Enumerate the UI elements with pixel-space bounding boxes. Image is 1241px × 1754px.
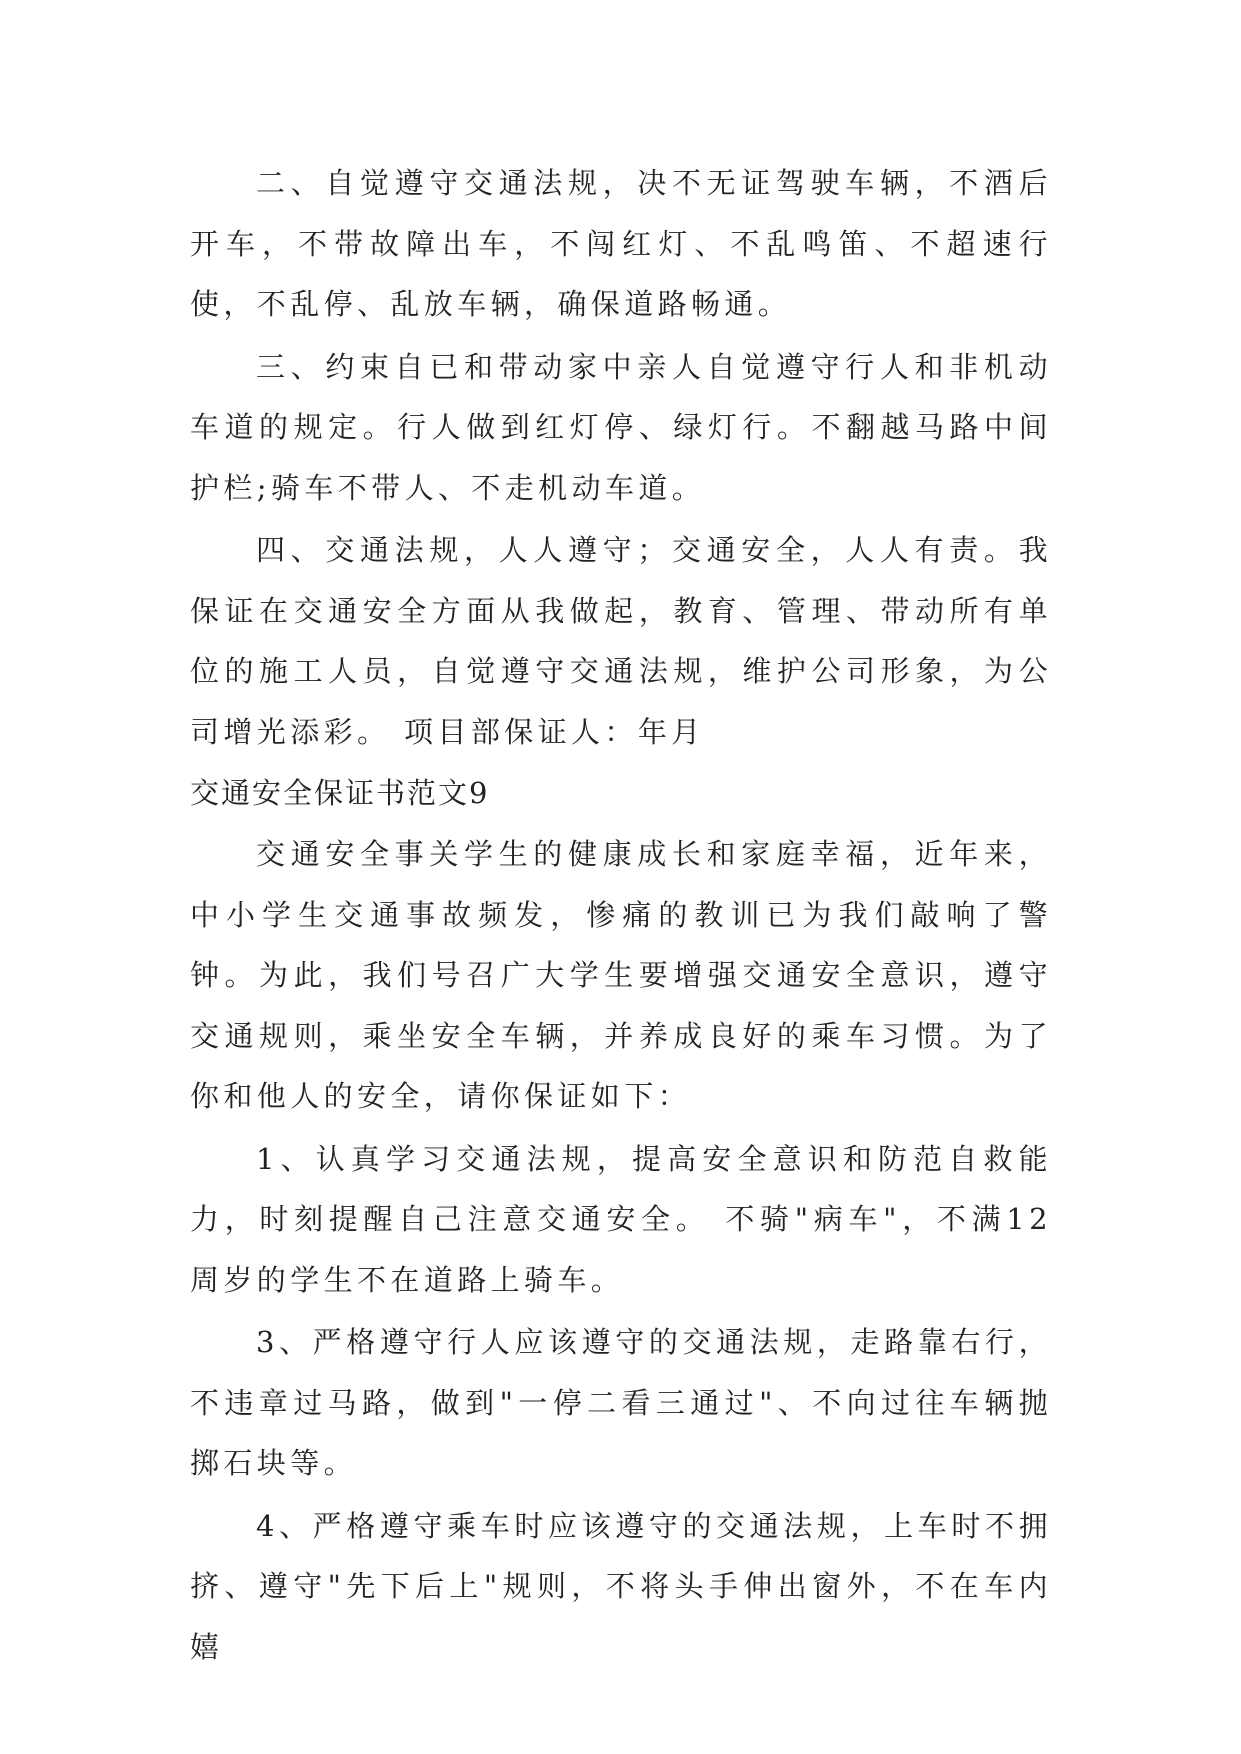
paragraph-intro: 交通安全事关学生的健康成长和家庭幸福，近年来，中小学生交通事故频发，惨痛的教训已为我们敲响了警钟。为此，我们号召广大学生要增强交通安全意识，遵守交通规则，乘坐安全车辆，并养成良好的乘车习惯。为了你和他人的安全，请你保证如下：: [190, 837, 1052, 1113]
paragraph-rule-4: 四、交通法规，人人遵守；交通安全，人人有责。我保证在交通安全方面从我做起，教育、管理、带动所有单位的施工人员，自觉遵守交通法规，维护公司形象，为公司增光添彩。 项目部保证人：年月: [190, 533, 1052, 749]
document-body: [190, 153, 1052, 1679]
paragraph-rule-3: 三、约束自已和带动家中亲人自觉遵守行人和非机动车道的规定。行人做到红灯停、绿灯行。不翻越马路中间护栏;骑车不带人、不走机动车道。: [190, 349, 1052, 505]
paragraph-item-4: 4、严格遵守乘车时应该遵守的交通法规，上车时不拥挤、遵守"先下后上"规则，不将头手伸出窗外，不在车内嬉: [190, 1508, 1052, 1664]
section-heading: 交通安全保证书范文9: [190, 776, 490, 810]
paragraph-rule-2: 二、自觉遵守交通法规，决不无证驾驶车辆，不酒后开车，不带故障出车，不闯红灯、不乱鸣笛、不超速行使，不乱停、乱放车辆，确保道路畅通。: [190, 166, 1052, 321]
paragraph-item-3: 3、严格遵守行人应该遵守的交通法规，走路靠右行，不违章过马路，做到"一停二看三通过"、不向过往车辆抛掷石块等。: [190, 1325, 1052, 1480]
paragraph-item-1: 1、认真学习交通法规，提高安全意识和防范自救能力，时刻提醒自己注意交通安全。 不骑"病车"，不满12周岁的学生不在道路上骑车。: [190, 1141, 1052, 1297]
